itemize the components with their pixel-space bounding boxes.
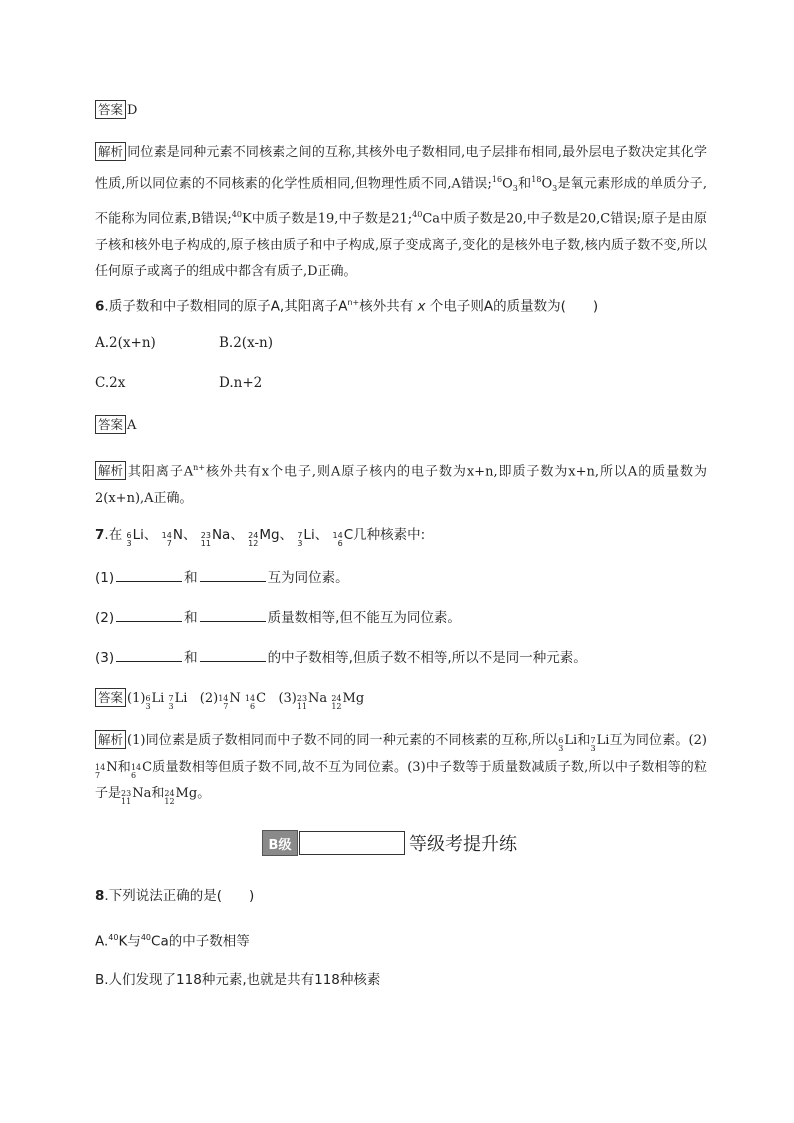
question-number: 6 (95, 298, 105, 315)
answer-value: A (127, 418, 137, 433)
nuclide: 23 11 Na (200, 527, 231, 548)
option-a: A.2(x+n) (95, 335, 156, 351)
blank[interactable] (116, 647, 182, 662)
nuclide: 6 3 Li (126, 527, 144, 548)
blank[interactable] (116, 607, 182, 622)
analysis-tag: 解析 (95, 730, 126, 749)
blank[interactable] (200, 567, 266, 582)
question-6: 6.质子数和中子数相同的原子A,其阳离子$A^{n+}$核外共有 x 个电子则A的质量数为( ) (95, 298, 599, 315)
explanation-5: 解析 同位素是同种元素不同核素之间的互称,其核外电子数相同,电子层排布相同,最外层电子数决定其化学性质,所以同位素的不同核素的化学性质相同,但物理性质不同,A错误$;^{16}O_3$和$^{18}O_3$是氧元素形成的单质分子,不能称为同位素,B错误;$^{40}$K中质子数是19,中子数是21;$^{40}$Ca中质子数是20,中子数是20,C错误;原子是由原子核和核外电子构成的,原子核由质子和中子构成,原子变成离子,变化的是核外电子数,核内质子数不变,所以任何原子或离子的组成中都含有质子,D正确。 (95, 144, 707, 280)
answer-7: 答案 (1) 6 3 Li 7 3 Li (2) 14 7 N 14 6 C (3) 23 11 Na 24 12 Mg (95, 686, 707, 713)
option-c: C.2x (95, 375, 126, 391)
explanation-6: 解析 其阳离子$A^{n+}$核外共有x个电子,则A原子核内的电子数为x+n,即质子数为x+n,所以A的质量数为2(x+n),A正确。 (95, 463, 708, 506)
blank-line-3: (3) 和 的中子数相等,但质子数不相等,所以不是同一种元素。 (95, 645, 707, 672)
answer-value: D (127, 103, 138, 118)
question-8: 8.下列说法正确的是( ) (95, 888, 255, 904)
level-title: 等级考提升练 (409, 834, 517, 855)
analysis-tag: 解析 (95, 142, 126, 161)
answer-tag: 答案 (95, 688, 126, 707)
level-badge: B级 (262, 830, 298, 856)
blank[interactable] (200, 607, 266, 622)
answer-tag: 答案 (95, 100, 126, 119)
option-8a: A.$^{40}$K与$^{40}$Ca的中子数相等 (95, 933, 250, 950)
explanation-7: 解析 (1)同位素是质子数相同而中子数不同的同一种元素的不同核素的互称,所以 6 3 Li和 7 3 Li互为同位素。(2) 14 7 N和 14 6 C质量数相等但质子数不同,故不互为同位素。(3)中子数等于质量数减质子数,所以中子数相等的粒子是 23 11 Na和 24 12 Mg。 (95, 732, 707, 806)
blank-line-1: (1) 和 互为同位素。 (95, 565, 707, 592)
question-number: 7 (95, 527, 105, 543)
blank-line-2: (2) 和 质量数相等,但不能互为同位素。 (95, 605, 707, 632)
nuclide: 14 6 C (332, 527, 354, 548)
nuclide: 14 7 N (161, 527, 183, 548)
option-b: B.2(x-n) (219, 335, 273, 351)
answer-tag: 答案 (95, 415, 126, 434)
question-number: 8 (95, 888, 105, 904)
blank[interactable] (116, 567, 182, 582)
option-d: D.n+2 (219, 375, 263, 391)
answer-6 (95, 413, 707, 440)
level-box (299, 831, 405, 855)
level-header (262, 830, 517, 856)
option-8b: B.人们发现了118种元素,也就是共有118种核素 (95, 972, 381, 988)
nuclide: 7 3 Li (297, 527, 315, 548)
answer-5 (95, 98, 707, 125)
analysis-tag: 解析 (95, 461, 126, 480)
nuclide: 24 12 Mg (248, 527, 280, 548)
question-7: 7.在 6 3 Li、 14 7 N、 23 11 Na、 24 12 Mg、 7 3 Li、 14 6 C几种核素中: (95, 522, 707, 549)
blank[interactable] (200, 647, 266, 662)
